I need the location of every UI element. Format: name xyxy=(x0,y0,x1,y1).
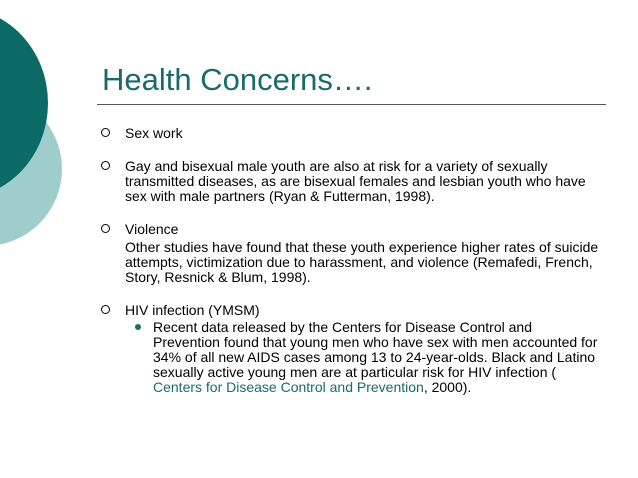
sub-item-text: Recent data released by the Centers for Disease Control and Prevention found that young men who have sex with men accounted for 34% of all new AIDS cases among 13 to 24-year-olds. Black and Latino sexually active young men are at particular risk for HIV infection ( xyxy=(153,319,598,380)
slide-title: Health Concerns…. xyxy=(102,62,373,97)
ring-bullet-icon xyxy=(101,305,110,314)
ring-bullet-icon xyxy=(101,161,110,170)
list-item-detail: Other studies have found that these youth experience higher rates of suicide attempts, victimization due to harassment, and violence (Remafedi, French, Story, Resnick & Blum, 1998). xyxy=(125,239,599,285)
title-divider xyxy=(97,104,606,105)
list-item-std-risk xyxy=(100,159,600,204)
list-item-hiv xyxy=(100,303,600,395)
sub-list-item-cdc xyxy=(125,320,600,395)
dot-bullet-icon xyxy=(135,324,141,330)
slide-content xyxy=(100,126,600,413)
list-item-violence xyxy=(100,222,600,285)
list-item-sex-work xyxy=(100,126,600,141)
ring-bullet-icon xyxy=(101,224,110,233)
ring-bullet-icon xyxy=(101,128,110,137)
cdc-link[interactable]: Centers for Disease Control and Prevention xyxy=(153,379,424,395)
list-item-text: Violence xyxy=(125,221,179,237)
citation-suffix: , 2000). xyxy=(423,379,472,395)
list-item-text: HIV infection (YMSM) xyxy=(125,302,260,318)
list-item-text: Sex work xyxy=(125,125,183,141)
list-item-text: Gay and bisexual male youth are also at risk for a variety of sexually transmitted diseases, as are bisexual females and lesbian youth who have sex with male partners (Ryan & Futterman, 1998). xyxy=(125,158,586,204)
